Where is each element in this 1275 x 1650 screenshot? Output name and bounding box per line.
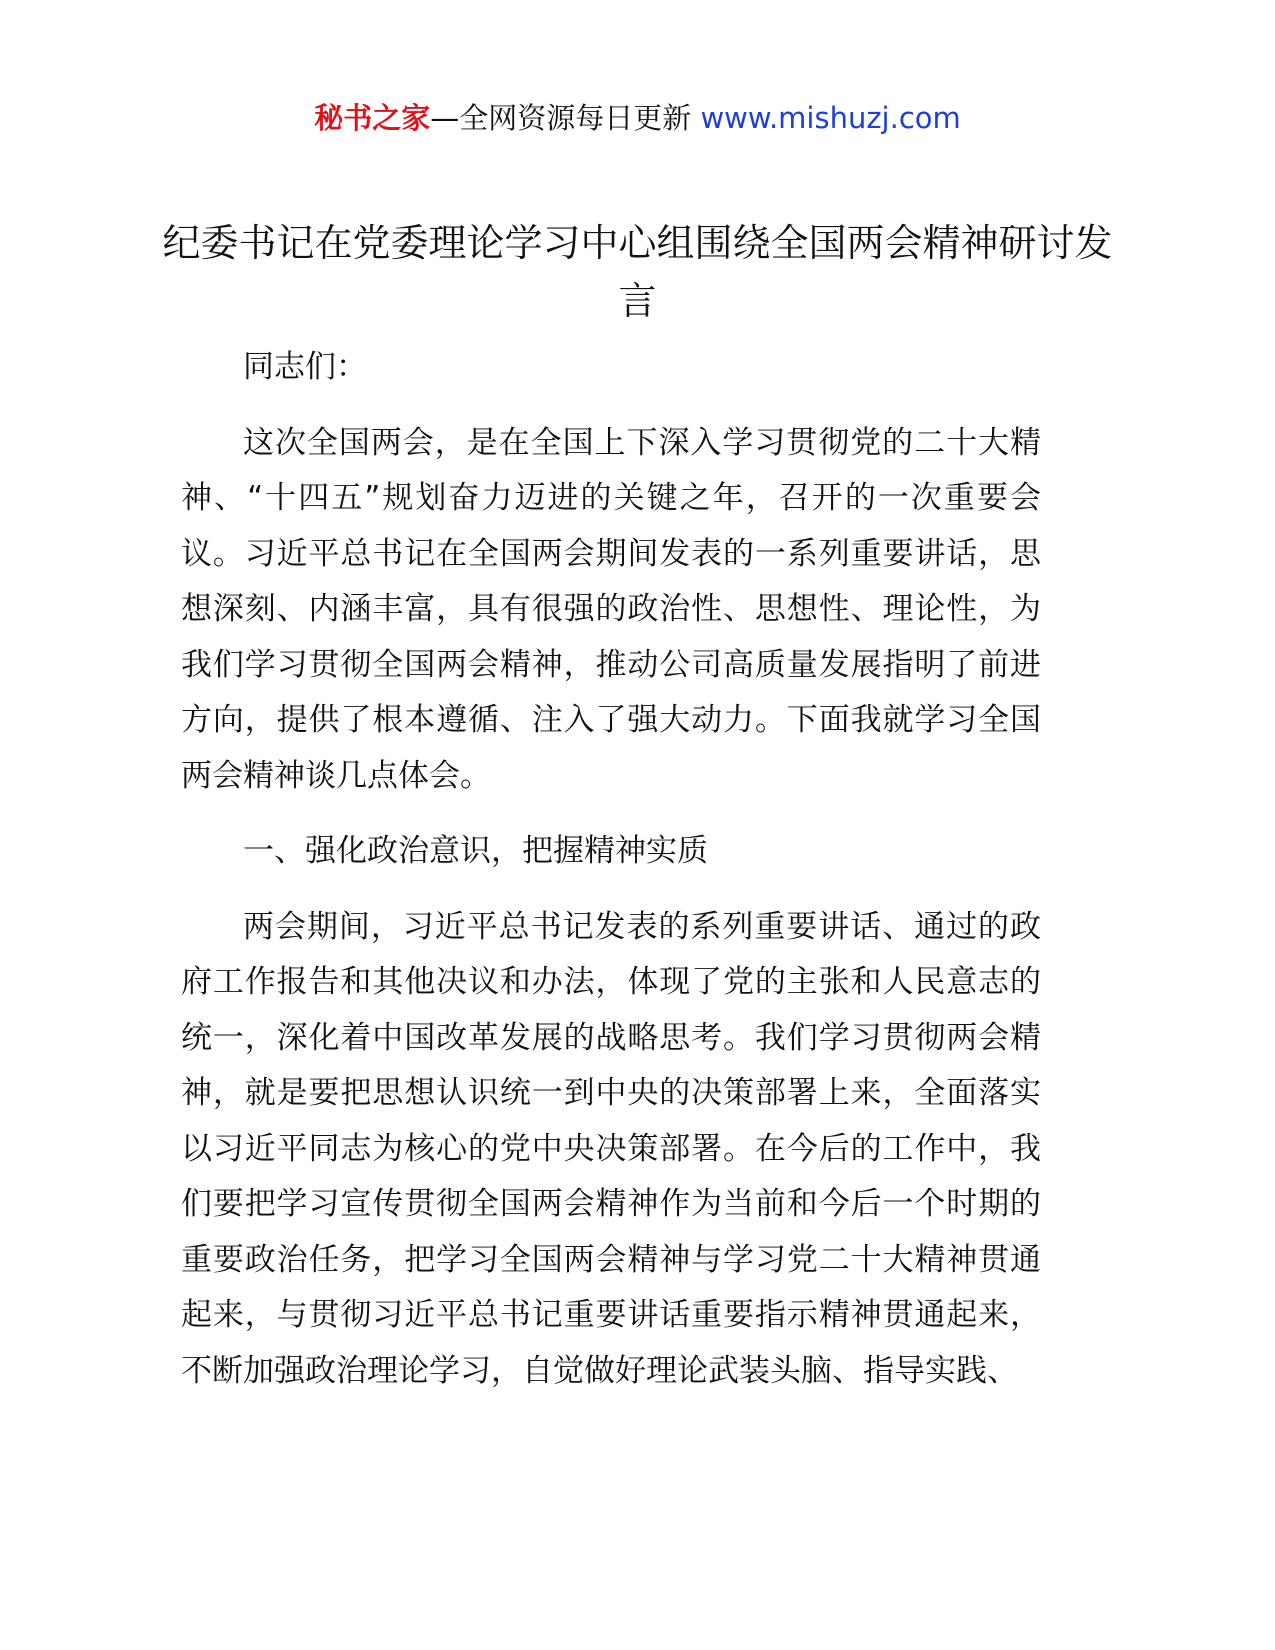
site-url-link[interactable]: www.mishuzj.com <box>700 101 961 135</box>
section-heading: 一、强化政治意识，把握精神实质 <box>243 833 708 869</box>
paragraph-section-1: 两会期间，习近平总书记发表的系列重要讲话、通过的政府工作报告和其他决议和办法，体现了党的主张和人民意志的统一，深化着中国改革发展的战略思考。我们学习贯彻两会精神，就是要把思想认识统一到中央的决策部署上来，全面落实以习近平同志为核心的党中央决策部署。在今后的工作中，我们要把学习宣传贯彻全国两会精神作为当前和今后一个时期的重要政治任务，把学习全国两会精神与学习党二十大精神贯通起来，与贯彻习近平总书记重要讲话重要指示精神贯通起来，不断加强政治理论学习，自觉做好理论武装头脑、指导实践、 <box>181 908 1041 1389</box>
brand-name: 秘书之家 <box>314 101 431 135</box>
document-title: 纪委书记在党委理论学习中心组围绕全国两会精神研讨发言 <box>162 221 1113 323</box>
greeting: 同志们： <box>243 349 367 385</box>
header-tagline: —全网资源每日更新 <box>430 101 701 135</box>
paragraph-intro: 这次全国两会，是在全国上下深入学习贯彻党的二十大精神、“十四五”规划奋力迈进的关键之年，召开的一次重要会议。习近平总书记在全国两会期间发表的一系列重要讲话，思想深刻、内涵丰富，具有很强的政治性、思想性、理论性，为我们学习贯彻全国两会精神，推动公司高质量发展指明了前进方向，提供了根本遵循、注入了强大动力。下面我就学习全国两会精神谈几点体会。 <box>181 424 1041 794</box>
site-header <box>0 96 1275 140</box>
document-body <box>181 340 1041 1419</box>
